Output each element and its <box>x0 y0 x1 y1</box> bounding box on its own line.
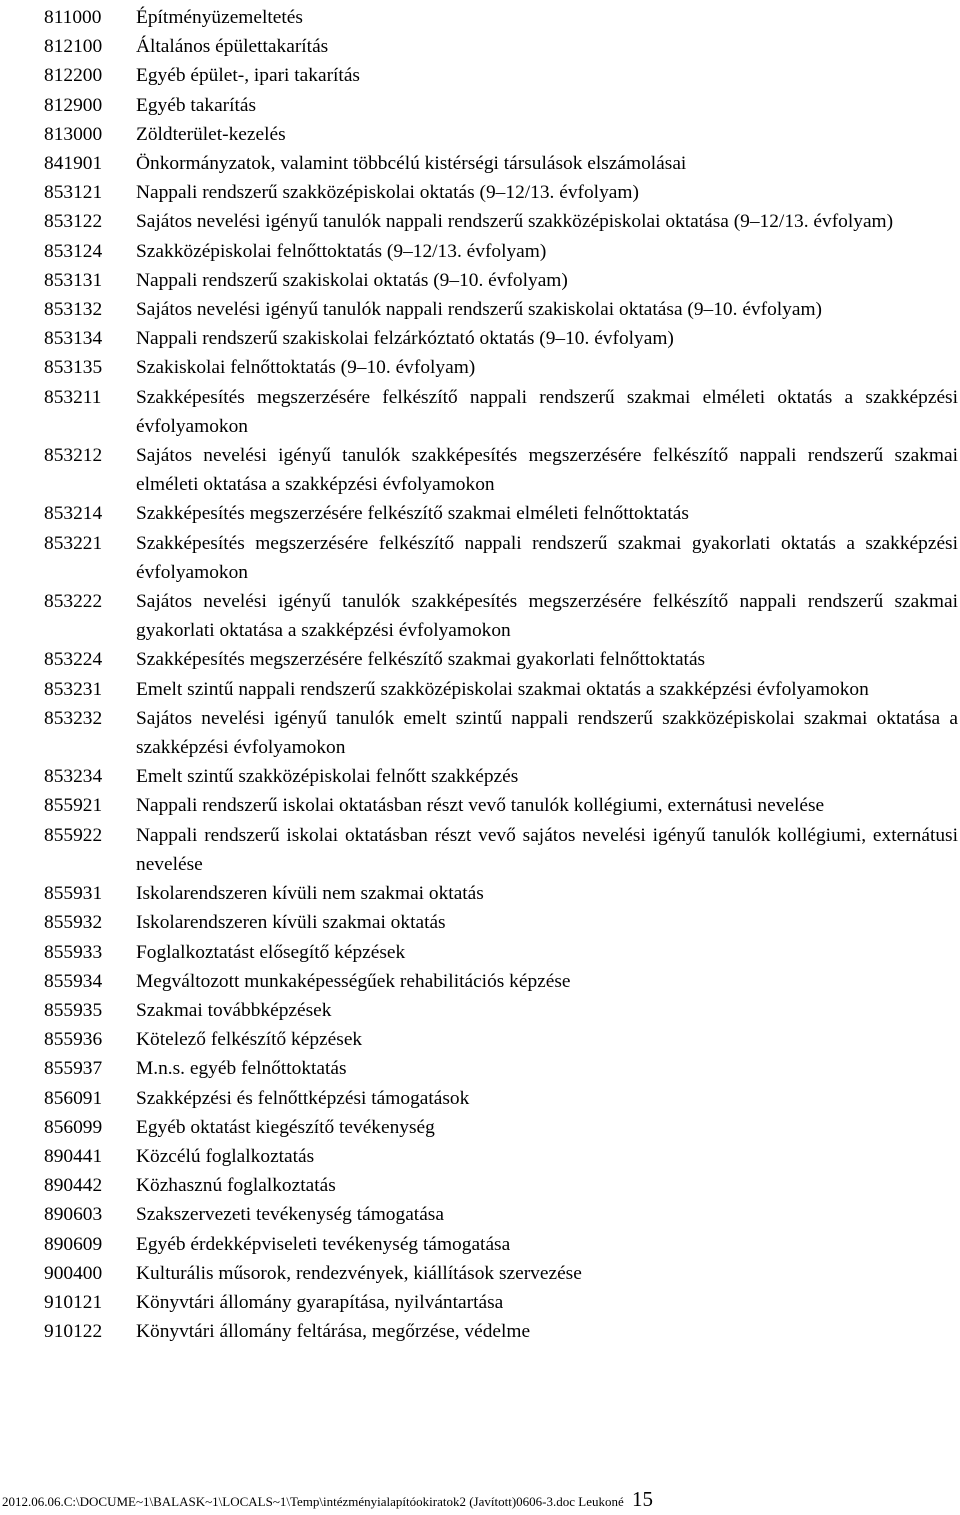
activity-description: Emelt szintű szakközépiskolai felnőtt szakképzés <box>136 766 519 788</box>
activity-code: 890441 <box>44 1145 103 1167</box>
activity-description: Általános épülettakarítás <box>136 36 329 58</box>
activity-code: 910122 <box>44 1321 103 1343</box>
list-item <box>44 178 960 207</box>
activity-description: M.n.s. egyéb felnőttoktatás <box>136 1058 347 1080</box>
activity-description: Könyvtári állomány gyarapítása, nyilvántartása <box>136 1291 504 1313</box>
activity-description: Közhasznú foglalkoztatás <box>136 1175 336 1197</box>
activity-description: Közcélú foglalkoztatás <box>136 1145 315 1167</box>
activity-description: Szakközépiskolai felnőttoktatás (9–12/13. évfolyam) <box>136 240 547 262</box>
activity-code: 910121 <box>44 1291 103 1313</box>
activity-description: Kulturális műsorok, rendezvények, kiállítások szervezése <box>136 1262 582 1284</box>
activity-description: Sajátos nevelési igényű tanulók szakképesítés megszerzésére felkészítő nappali rendszerű szakmai gyakorlati oktatása a szakképzési évfolyamokon <box>136 591 958 642</box>
list-item <box>44 295 960 324</box>
activity-code: 853135 <box>44 357 103 379</box>
activity-description: Nappali rendszerű szakiskolai oktatás (9–10. évfolyam) <box>136 269 568 291</box>
activity-description: Szakképesítés megszerzésére felkészítő szakmai gyakorlati felnőttoktatás <box>136 649 706 671</box>
list-item <box>44 237 960 266</box>
activity-description: Nappali rendszerű szakiskolai felzárkóztató oktatás (9–10. évfolyam) <box>136 328 674 350</box>
list-item <box>44 967 960 996</box>
activity-description: Iskolarendszeren kívüli nem szakmai oktatás <box>136 883 484 905</box>
list-item <box>44 383 960 441</box>
list-item <box>44 762 960 791</box>
activity-code: 855933 <box>44 941 103 963</box>
list-item <box>44 1317 960 1346</box>
list-item <box>44 324 960 353</box>
list-item <box>44 791 960 820</box>
activity-code: 811000 <box>44 7 102 28</box>
list-item <box>44 1230 960 1259</box>
activity-code: 853234 <box>44 766 103 788</box>
activity-description: Nappali rendszerű szakközépiskolai oktatás (9–12/13. évfolyam) <box>136 182 639 204</box>
page-footer <box>2 1488 958 1513</box>
activity-code: 853121 <box>44 182 103 204</box>
activity-code: 855936 <box>44 1029 103 1051</box>
list-item <box>44 1200 960 1229</box>
list-item <box>44 353 960 382</box>
list-item <box>44 207 960 236</box>
page-number: 15 <box>631 1487 653 1511</box>
activity-description: Egyéb épület-, ipari takarítás <box>136 65 360 87</box>
list-item <box>44 1054 960 1083</box>
list-item <box>44 499 960 528</box>
activity-code: 853211 <box>44 386 102 408</box>
activity-code: 841901 <box>44 153 103 175</box>
activity-description: Zöldterület-kezelés <box>136 123 286 145</box>
activity-code: 855937 <box>44 1058 103 1080</box>
list-item <box>44 587 960 645</box>
activity-code: 890442 <box>44 1175 103 1197</box>
list-item <box>44 1259 960 1288</box>
activity-code: 853124 <box>44 240 103 262</box>
activity-code: 900400 <box>44 1262 103 1284</box>
activity-code: 853222 <box>44 591 103 613</box>
activity-code: 853131 <box>44 269 103 291</box>
footer-file-path: 2012.06.06.C:\DOCUME~1\BALASK~1\LOCALS~1\Temp\intézményialapítóokiratok2 (Javított)0606-3.doc Leukoné <box>2 1494 624 1509</box>
activity-description: Önkormányzatok, valamint többcélú kistérségi társulások elszámolásai <box>136 153 687 175</box>
list-item <box>44 32 960 61</box>
activity-code: 855921 <box>44 795 103 817</box>
activity-code: 853231 <box>44 678 103 700</box>
activity-description: Szakiskolai felnőttoktatás (9–10. évfolyam) <box>136 357 476 379</box>
activity-description: Építményüzemeltetés <box>136 7 303 28</box>
activity-description: Egyéb oktatást kiegészítő tevékenység <box>136 1116 435 1138</box>
activity-description: Szakképzési és felnőttképzési támogatások <box>136 1087 470 1109</box>
activity-code: 853232 <box>44 707 103 729</box>
list-item <box>44 91 960 120</box>
activity-description: Kötelező felkészítő képzések <box>136 1029 363 1051</box>
list-item <box>44 908 960 937</box>
list-item <box>44 61 960 90</box>
list-item <box>44 938 960 967</box>
activity-description: Szakképesítés megszerzésére felkészítő nappali rendszerű szakmai elméleti oktatás a szakképzési évfolyamokon <box>136 386 958 437</box>
activity-description: Sajátos nevelési igényű tanulók emelt szintű nappali rendszerű szakközépiskolai szakmai oktatása a szakképzési évfolyamokon <box>136 707 958 759</box>
activity-code: 853224 <box>44 649 103 671</box>
activity-code: 855935 <box>44 999 103 1021</box>
activity-description: Iskolarendszeren kívüli szakmai oktatás <box>136 912 446 934</box>
activity-description: Foglalkoztatást elősegítő képzések <box>136 941 406 963</box>
list-item <box>44 149 960 178</box>
list-item <box>44 821 960 879</box>
activity-description: Megváltozott munkaképességűek rehabilitációs képzése <box>136 970 571 992</box>
activity-code: 853134 <box>44 328 103 350</box>
list-item <box>44 120 960 149</box>
list-item <box>44 1142 960 1171</box>
activity-code: 855934 <box>44 970 103 992</box>
list-item <box>44 675 960 704</box>
list-item <box>44 704 960 762</box>
activity-code: 855922 <box>44 824 103 846</box>
activity-description: Nappali rendszerű iskolai oktatásban részt vevő tanulók kollégiumi, externátusi nevelése <box>136 795 825 817</box>
activity-code: 853221 <box>44 532 103 554</box>
list-item <box>44 1113 960 1142</box>
activity-code: 812200 <box>44 65 103 87</box>
activity-code: 853122 <box>44 211 103 233</box>
list-item <box>44 1084 960 1113</box>
list-item <box>44 996 960 1025</box>
activity-description: Egyéb takarítás <box>136 94 257 116</box>
activity-code: 890609 <box>44 1233 103 1255</box>
activity-code: 813000 <box>44 123 103 145</box>
activity-code: 856091 <box>44 1087 103 1109</box>
list-item <box>44 529 960 587</box>
activity-description: Szakképesítés megszerzésére felkészítő szakmai elméleti felnőttoktatás <box>136 503 689 525</box>
activity-description: Sajátos nevelési igényű tanulók nappali rendszerű szakközépiskolai oktatása (9–12/13. évfolyam) <box>136 211 894 233</box>
activity-description: Szakszervezeti tevékenység támogatása <box>136 1204 444 1226</box>
activity-description: Szakmai továbbképzések <box>136 999 332 1021</box>
activity-code: 853132 <box>44 299 103 321</box>
activity-code: 855932 <box>44 912 103 934</box>
list-item <box>44 1025 960 1054</box>
activity-description: Könyvtári állomány feltárása, megőrzése, védelme <box>136 1321 531 1343</box>
activity-description: Sajátos nevelési igényű tanulók nappali rendszerű szakiskolai oktatása (9–10. évfolyam) <box>136 299 823 321</box>
activity-code: 853212 <box>44 445 103 467</box>
list-item <box>44 266 960 295</box>
list-item <box>44 1288 960 1317</box>
list-item <box>44 645 960 674</box>
activity-code: 890603 <box>44 1204 103 1226</box>
activity-code: 856099 <box>44 1116 103 1138</box>
activity-description: Emelt szintű nappali rendszerű szakközépiskolai szakmai oktatás a szakképzési évfolyamokon <box>136 678 869 700</box>
list-item <box>44 3 960 32</box>
list-item <box>44 1171 960 1200</box>
list-item <box>44 879 960 908</box>
list-item <box>44 441 960 499</box>
activity-code: 853214 <box>44 503 103 525</box>
activity-description: Szakképesítés megszerzésére felkészítő nappali rendszerű szakmai gyakorlati oktatás a szakképzési évfolyamokon <box>136 532 958 583</box>
activity-description: Sajátos nevelési igényű tanulók szakképesítés megszerzésére felkészítő nappali rendszerű szakmai elméleti oktatása a szakképzési évfolyamokon <box>136 445 958 496</box>
activity-code-list <box>44 3 960 1346</box>
activity-code: 812900 <box>44 94 103 116</box>
activity-code: 812100 <box>44 36 103 58</box>
activity-description: Egyéb érdekképviseleti tevékenység támogatása <box>136 1233 511 1255</box>
activity-code: 855931 <box>44 883 103 905</box>
activity-description: Nappali rendszerű iskolai oktatásban részt vevő sajátos nevelési igényű tanulók kollégiumi, externátusi nevelése <box>136 824 958 875</box>
